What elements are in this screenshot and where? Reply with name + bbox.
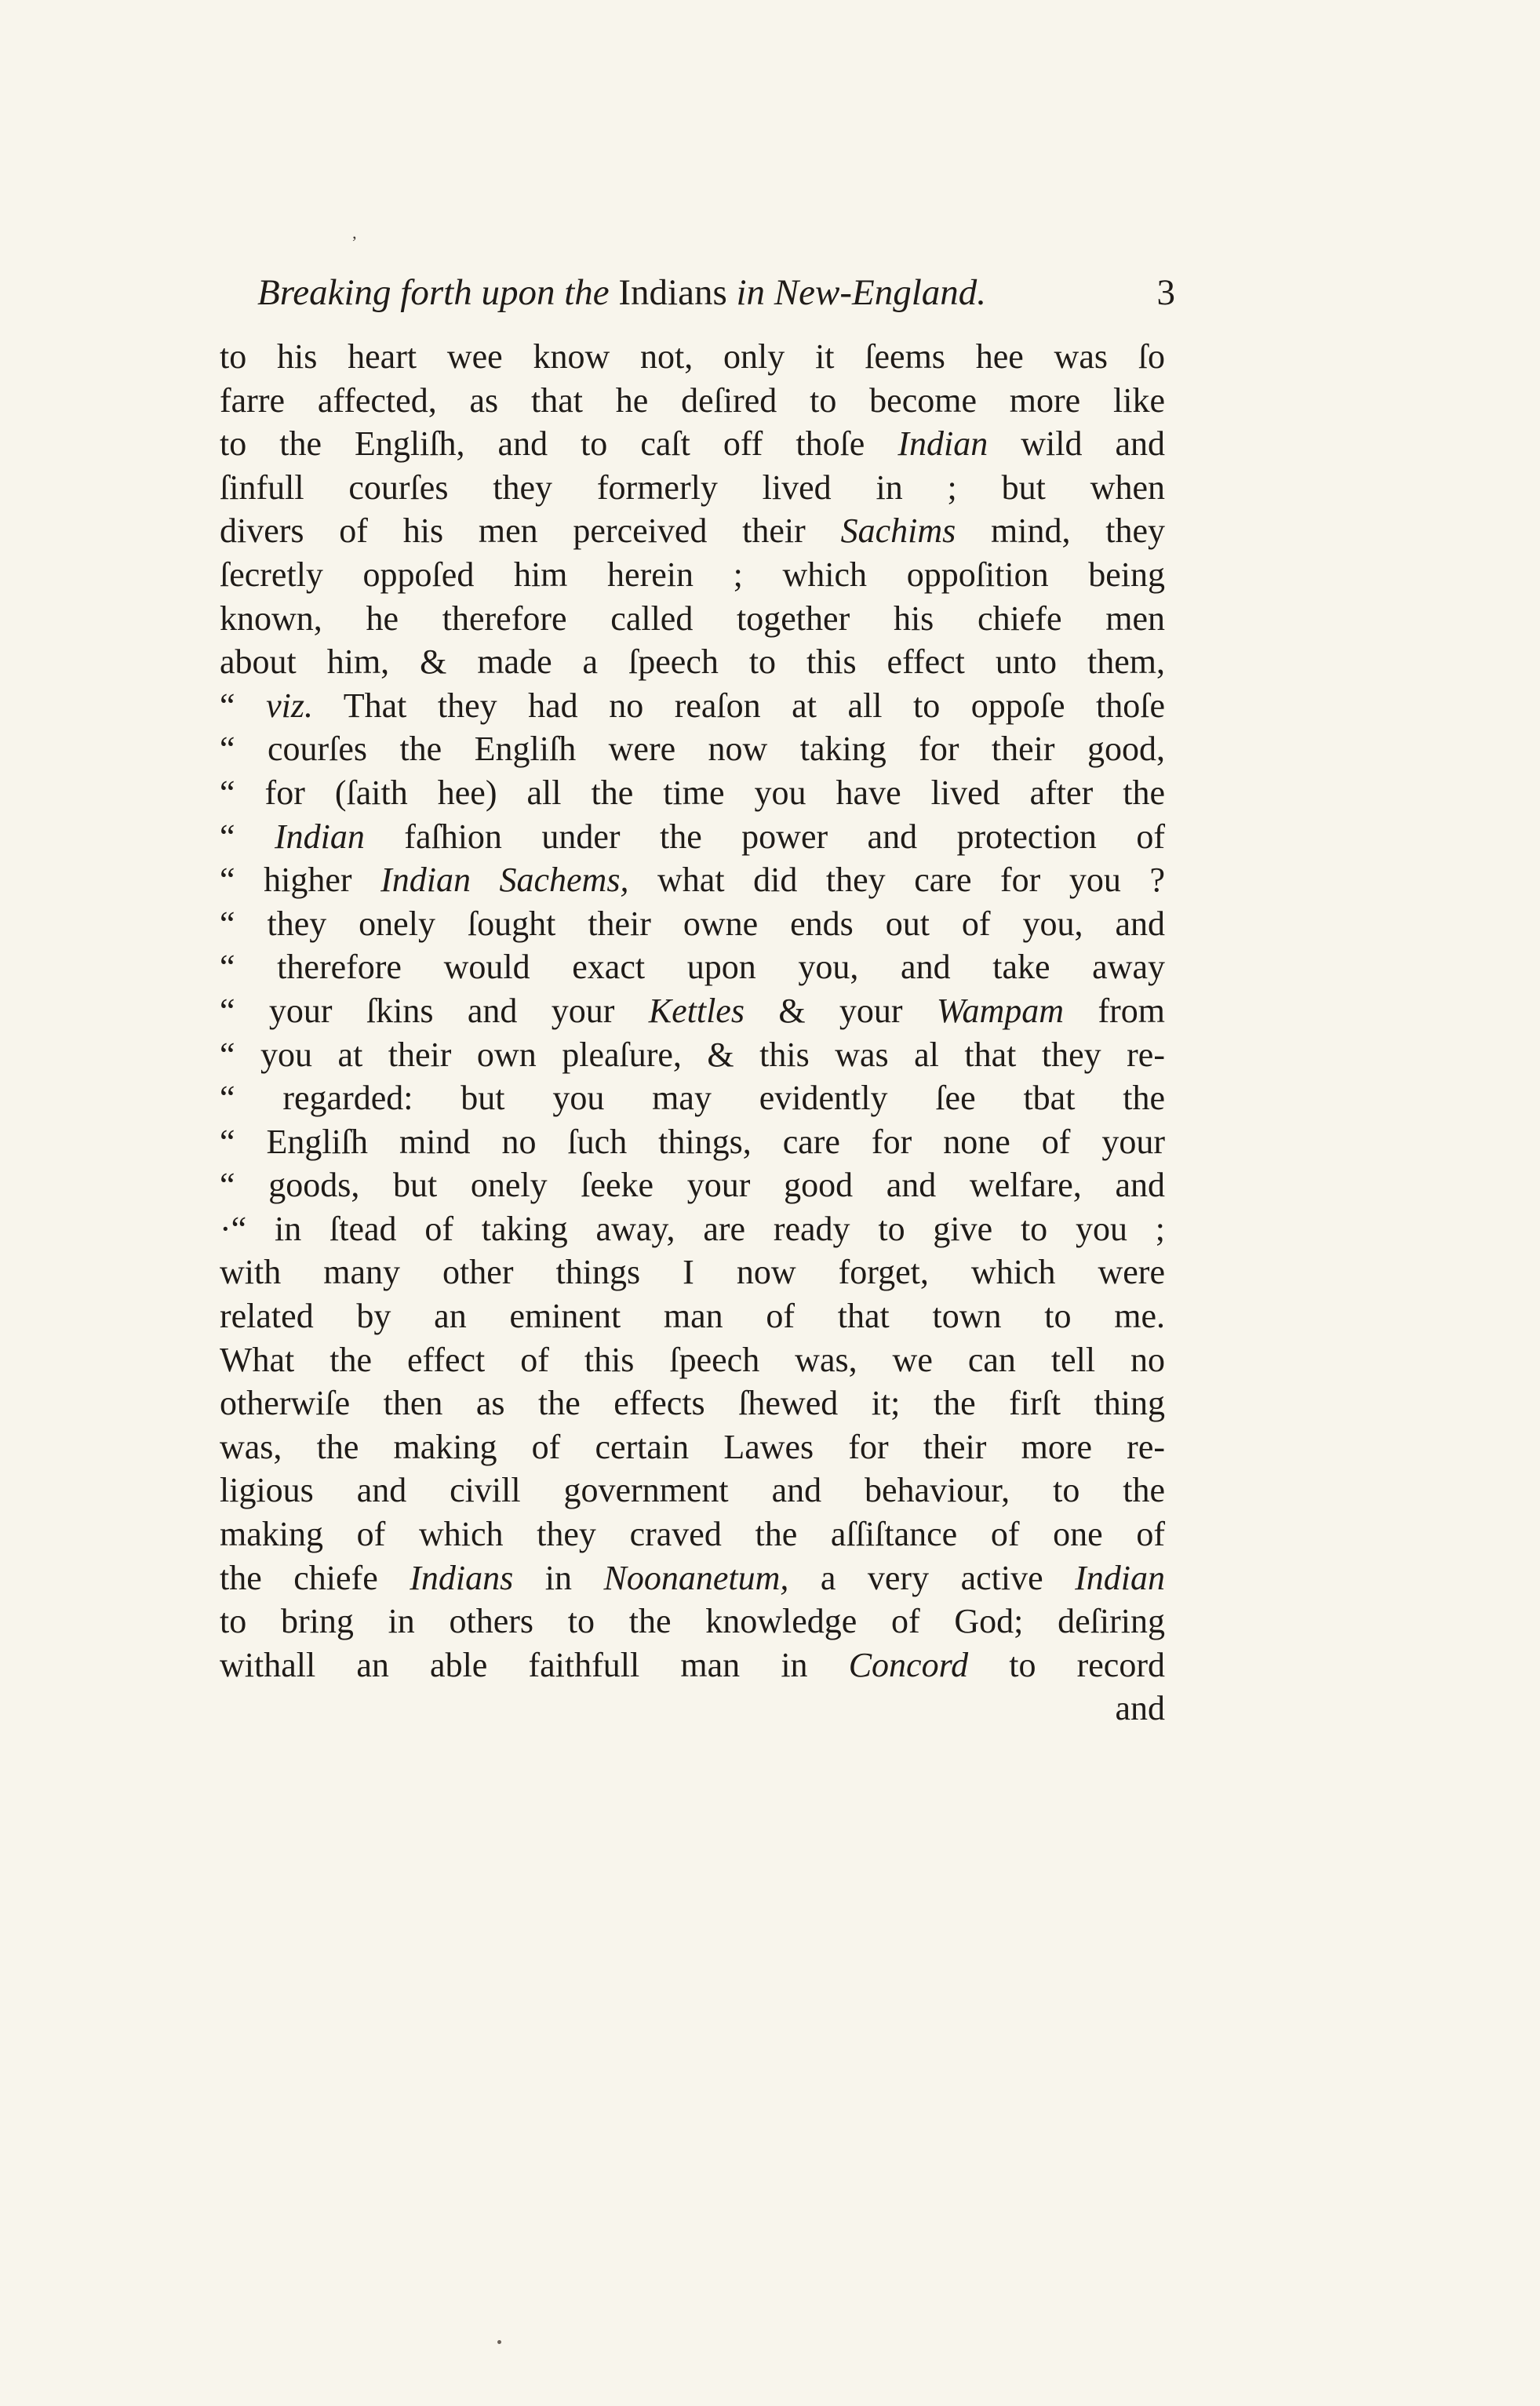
text-run: in — [513, 1558, 604, 1597]
text-line — [220, 379, 1165, 423]
text-line — [220, 684, 1165, 728]
text-line — [220, 553, 1165, 597]
text-line — [220, 1556, 1165, 1600]
text-run: to record — [968, 1645, 1165, 1684]
text-line — [220, 1207, 1165, 1251]
catchword: and — [1115, 1689, 1165, 1728]
text-run: “ courſes the Engliſh were now taking for their good, — [220, 730, 1165, 769]
text-run: a very active — [788, 1558, 1076, 1597]
italic-text: Indian — [897, 424, 988, 464]
text-run: ſecretly oppoſed him herein ; which oppoſition being — [220, 555, 1165, 594]
text-line — [220, 1033, 1165, 1077]
text-run: “ for (ſaith hee) all the time you have lived after the — [220, 773, 1165, 812]
text-run: ·“ in ſtead of taking away, are ready to give to you ; — [220, 1209, 1165, 1248]
text-run: What the effect of this ſpeech was, we can tell no — [220, 1340, 1165, 1379]
text-line — [220, 902, 1165, 946]
text-line — [220, 422, 1165, 466]
text-line — [220, 640, 1165, 684]
text-line — [220, 466, 1165, 510]
text-run: divers of his men perceived their — [220, 511, 841, 551]
text-run: was, the making of certain Lawes for their more re- — [220, 1427, 1165, 1466]
text-run: known, he therefore called together his chiefe men — [220, 599, 1165, 638]
text-line — [220, 1512, 1165, 1556]
italic-text: Concord — [848, 1645, 969, 1684]
text-run: “ therefore would exact upon you, and take away — [220, 948, 1165, 987]
italic-text: viz. — [266, 686, 313, 725]
text-line — [220, 1381, 1165, 1425]
text-run: wild and — [988, 424, 1166, 464]
italic-text: Noonanetum, — [603, 1558, 789, 1597]
text-run: “ Engliſh mind no ſuch things, care for none of your — [220, 1122, 1165, 1161]
text-run: “ your ſkins and your — [220, 991, 649, 1030]
text-run: “ higher — [220, 861, 381, 900]
text-run: to his heart wee know not, only it ſeems hee was ſo — [220, 337, 1165, 376]
text-run: “ — [220, 686, 267, 725]
text-run: otherwiſe then as the effects ſhewed it; the firſt thing — [220, 1384, 1165, 1423]
text-run: farre affected, as that he deſired to become more like — [220, 380, 1165, 420]
running-head — [257, 265, 1175, 320]
text-run: what did they care for you ? — [628, 861, 1165, 900]
text-run: faſhion under the power and protection of — [364, 817, 1165, 856]
text-run: & your — [744, 991, 937, 1030]
italic-text: Sachims — [840, 511, 956, 551]
page-number: 3 — [1156, 272, 1175, 313]
italic-text: Indian — [274, 817, 365, 856]
text-line — [220, 989, 1165, 1033]
text-run: “ regarded: but you may evidently ſee tbat the — [220, 1079, 1165, 1118]
text-run: withall an able faithfull man in — [220, 1645, 849, 1684]
text-run: related by an eminent man of that town to me. — [220, 1297, 1165, 1336]
text-line — [220, 1469, 1165, 1512]
text-line — [220, 509, 1165, 553]
italic-text: Kettles — [648, 991, 745, 1030]
italic-text: Indian — [1075, 1558, 1166, 1597]
text-line — [220, 727, 1165, 771]
text-line — [220, 335, 1165, 379]
text-run: “ you at their own pleaſure, & this was al that they re- — [220, 1035, 1165, 1074]
text-line — [220, 1600, 1165, 1643]
printers-mark: ’ — [351, 232, 358, 252]
text-run: ſinfull courſes they formerly lived in ; but when — [220, 468, 1165, 507]
text-run: “ — [220, 817, 275, 856]
text-run: mind, they — [956, 511, 1165, 551]
text-line — [220, 1250, 1165, 1294]
text-run: to the Engliſh, and to caſt off thoſe — [220, 424, 898, 464]
italic-text: Wampam — [936, 991, 1065, 1030]
text-line — [220, 1294, 1165, 1338]
italic-text: Indian Sachems, — [380, 861, 629, 900]
text-line — [220, 1425, 1165, 1469]
text-run: the chiefe — [220, 1558, 410, 1597]
text-run: ligious and civill government and behaviour, to the — [220, 1471, 1165, 1510]
text-run: from — [1064, 991, 1165, 1030]
text-run: “ goods, but onely ſeeke your good and welfare, and — [220, 1166, 1165, 1205]
text-run: with many other things I now forget, which were — [220, 1253, 1165, 1292]
italic-text: Indians — [410, 1558, 514, 1597]
running-head-title-part1: Breaking forth upon the — [257, 272, 619, 313]
text-line — [220, 771, 1165, 815]
text-line — [220, 858, 1165, 902]
text-line — [220, 1338, 1165, 1382]
text-line — [220, 1076, 1165, 1120]
text-line — [220, 815, 1165, 859]
running-head-title-part2: in New-England. — [726, 272, 987, 313]
text-run: “ they onely ſought their owne ends out of you, and — [220, 904, 1165, 943]
text-line — [220, 1163, 1165, 1207]
text-run: making of which they craved the aſſiſtance of one of — [220, 1515, 1165, 1554]
body-text — [220, 335, 1165, 1731]
text-line — [220, 1120, 1165, 1164]
text-run: about him, & made a ſpeech to this effect unto them, — [220, 642, 1165, 682]
text-line — [220, 597, 1165, 641]
text-run: to bring in others to the knowledge of God; deſiring — [220, 1602, 1165, 1641]
ink-speck — [497, 2340, 501, 2344]
text-line — [220, 945, 1165, 989]
text-run: That they had no reaſon at all to oppoſe thoſe — [312, 686, 1165, 725]
running-head-title-roman: Indians — [618, 272, 727, 313]
text-line — [220, 1643, 1165, 1687]
